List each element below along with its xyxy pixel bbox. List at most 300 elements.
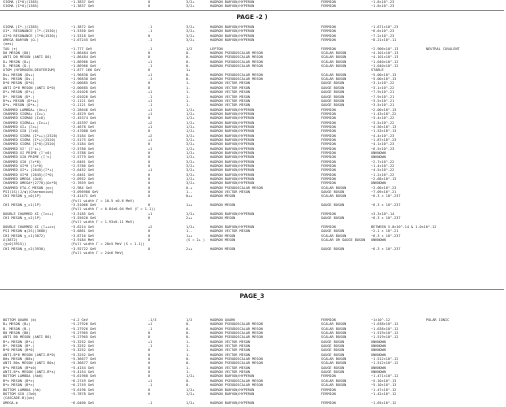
spin-cell: 1/2+ [186, 124, 195, 129]
mass-cell: ~6.2749 GeV [71, 383, 95, 388]
lifetime-cell: ~6.3 × 10^-237 [371, 246, 401, 251]
spin-cell: 1/2+ [186, 116, 195, 121]
charge-cell: 0 [148, 116, 151, 121]
mass-cell: ~1.86484 GeV [71, 51, 97, 56]
spin-cell: 0- [186, 77, 191, 82]
mass-cell: ~2.28646 GeV [71, 107, 97, 112]
statistics-cell: FERMION [321, 159, 336, 164]
charge-cell: -1 [148, 46, 153, 51]
statistics-cell: GAUGE BOSON [321, 246, 345, 251]
statistics-cell: SCALAR OR GAUGE BOSON [321, 237, 366, 242]
classification-cell: HADRON VECTOR MESON [210, 352, 251, 357]
mass-cell: (Full width Γ = 1.93±0.11 MeV) [71, 220, 135, 225]
mass-cell: ~5.3252 GeV [71, 348, 95, 353]
lifetime-cell: ~7.9×10^-21 [371, 90, 395, 95]
spin-cell: 2++ [186, 246, 193, 251]
particle-name-cell: PSI MESON ψ(2S)(3686) [3, 229, 48, 234]
page3-heading: PAGE_3 [239, 293, 265, 300]
statistics-cell: FERMION [321, 181, 336, 186]
lifetime-cell: ~4.1×10^-23 [371, 142, 395, 147]
particle-name-cell: ANTI B0s MESON (ANTI B0s) [3, 361, 56, 366]
lifetime-cell: ~3.5×10^-21 [371, 98, 395, 103]
spin-cell: 1/2+ [186, 111, 195, 116]
mass-cell: ~5.36677 GeV [71, 361, 97, 366]
spin-cell: 0- [186, 331, 191, 336]
statistics-cell: FERMION [321, 146, 336, 151]
charge-cell: -1 [148, 29, 153, 34]
charge-cell: -1 [148, 77, 153, 82]
particle-name-cell: CHARMED XI*0 (2645)(Ξ*0) [3, 172, 54, 177]
particle-name-cell: CHI MESON χ_c0(1P) [3, 194, 41, 199]
lifetime-cell: ~1.519×10^-12 [371, 331, 399, 336]
page2-heading: PAGE -2 ) [236, 14, 268, 21]
statistics-cell: FERMION [321, 211, 336, 216]
statistics-cell: GAUGE BOSON [321, 365, 345, 370]
classification-cell: HADRON VECTOR MESON [210, 365, 251, 370]
particle-name-cell: B*0 MESON (B*0) [3, 348, 35, 353]
statistics-cell: GAUGE BOSON [321, 103, 345, 108]
particle-name-cell: DOUBLE CHARMED XI (Ξ++cc) [3, 224, 56, 229]
particle-name-cell: CHARMED XI' (Ξ'c+) [3, 146, 41, 151]
particle-name-cell: CHARMED XI0 (Ξc*0) [3, 159, 41, 164]
statistics-cell: FERMION [321, 142, 336, 147]
lifetime-cell: UNKNOWN [371, 365, 386, 370]
charge-cell: +2 [148, 133, 153, 138]
statistics-cell: SCALAR BOSON [321, 194, 347, 199]
mass-cell: ~1.3837 GeV [71, 0, 95, 4]
statistics-cell: FERMION [321, 318, 336, 322]
classification-cell: HADRON VECTOR MESON [210, 344, 251, 349]
spin-cell: 1- [186, 90, 191, 95]
lifetime-cell: ~1.2×10^-22 [371, 172, 395, 177]
particle-name-cell: B*+ MESON (B*+) [3, 339, 35, 344]
charge-cell: 0 [148, 216, 151, 221]
lifetime-cell: ~1.512×10^-12 [371, 357, 399, 362]
charge-cell: +1 [148, 72, 153, 77]
lifetime-cell: ~2.906×10^-13 [371, 46, 399, 51]
lifetime-cell: STABLE [371, 68, 384, 73]
mass-cell: ~1.86966 GeV [71, 59, 97, 64]
particle-name-cell: CHARMED LAMBDA+ (Λc+) [3, 107, 48, 112]
lifetime-cell: ~1×10^-12 [371, 318, 390, 322]
statistics-cell: GAUGE BOSON [321, 203, 345, 208]
spin-cell: 3/2+ [186, 0, 195, 4]
mass-cell: ~2.47088 GeV [71, 129, 97, 134]
classification-cell: HADRON VECTOR MESON [210, 81, 251, 86]
mass-cell: ~1.67245 GeV [71, 38, 97, 43]
lifetime-cell: ~1.53×10^-13 [371, 129, 397, 134]
mass-cell: ~5.61960 GeV [71, 374, 97, 379]
mass-cell: ~5.3252 GeV [71, 352, 95, 357]
classification-cell: HADRON BARYON/HYPERON [210, 155, 255, 160]
statistics-cell: SCALAR BOSON [321, 378, 347, 383]
spin-cell: 1/2+ [186, 387, 195, 392]
classification-cell: HADRON BARYON/HYPERON [210, 211, 255, 216]
statistics-cell: FERMION [321, 150, 336, 155]
lifetime-cell: ~7.2×10^-23 [371, 33, 395, 38]
mass-cell: ~5.6196 GeV [71, 387, 95, 392]
mass-cell: ~2.01026 GeV [71, 94, 97, 99]
statistics-cell: SCALAR BOSON [321, 326, 347, 331]
mass-cell: ~1.96830 GeV [71, 77, 97, 82]
particle-name-cell: PSI(1S)(J/ψ)(Charmonium) [3, 190, 54, 195]
statistics-cell: SCALAR BOSON [321, 361, 347, 366]
spin-cell: 1- [186, 348, 191, 353]
particle-name-cell: CHARMED SIGMA (Σ*+)(2520) [3, 137, 56, 142]
spin-cell: 0- [186, 326, 191, 331]
charge-cell: 0 [148, 51, 151, 56]
charge-cell: +1 [148, 322, 153, 327]
classification-cell: HADRON BARYON/HYPERON [210, 29, 255, 34]
mass-cell: ~2.984 GeV [71, 185, 93, 190]
statistics-cell: GAUGE BOSON [321, 216, 345, 221]
spin-cell: 3/2+ [186, 25, 195, 29]
classification-cell: HADRON BARYON/HYPERON [210, 387, 255, 392]
lifetime-cell: UNKNOWN [371, 150, 386, 155]
classification-cell: HADRON BARYON/HYPERON [210, 150, 255, 155]
mass-cell: ~1.777 GeV [71, 46, 93, 51]
lifetime-cell: ~6.3 × 10^-237 [371, 233, 401, 238]
statistics-cell: GAUGE BOSON [321, 352, 345, 357]
classification-cell: HADRON BARYON/HYPERON [210, 25, 255, 29]
mass-cell: (Full width Γ = 24±6 MeV) [71, 250, 124, 255]
note-cell: NEUTRAL COVALENT [426, 46, 460, 51]
charge-cell: -1 [148, 64, 153, 69]
particle-name-cell: SIGMA (Σ*0)(1385) [3, 4, 39, 9]
statistics-cell: FERMION [321, 111, 336, 116]
particle-name-cell: ANTI D0 MESON (ANTI D0) [3, 55, 52, 60]
particle-name-cell: CHARMED SIGMA0 (Σc0) [3, 116, 46, 121]
charge-cell: -1 [148, 94, 153, 99]
classification-cell: HADRON BARYON/HYPERON [210, 107, 255, 112]
lifetime-cell: ~2.68×10^-13 [371, 177, 397, 182]
table-row [3, 251, 501, 255]
charge-cell: 0 [148, 370, 151, 375]
spin-cell: 3/2+ [186, 29, 195, 34]
mass-cell: ~2.6452 GeV [71, 168, 95, 173]
statistics-cell: SCALAR BOSON [321, 335, 347, 340]
mass-cell: ~1.96830 GeV [71, 72, 97, 77]
particle-name-cell: CHARMED XI PRIME (Ξ'c0) [3, 150, 52, 155]
lifetime-cell: UNKNOWN [371, 181, 386, 186]
mass-cell: ~2.6952 GeV [71, 177, 95, 182]
lifetime-cell: UNKNOWN [371, 370, 386, 375]
charge-cell: 0 [148, 142, 151, 147]
charge-cell: +1 [148, 146, 153, 151]
mass-cell: ~3.096900 GeV [71, 190, 99, 195]
lifetime-cell: ~1.638×10^-12 [371, 322, 399, 327]
mass-cell: ~5.27965 GeV [71, 331, 97, 336]
statistics-cell: SCALAR BOSON [321, 357, 347, 362]
lifetime-cell: ~7.09×10^-21 [371, 190, 397, 195]
classification-cell: HADRON BARYON/HYPERON [210, 146, 255, 151]
particle-name-cell: BOTTOM QUARK (b) [3, 318, 37, 322]
particle-name-cell: CHARMED OMEGA (Ωc0) [3, 177, 44, 182]
lifetime-cell: ~5.00×10^-13 [371, 72, 397, 77]
lifetime-cell: ~3.4×10^-22 [371, 116, 395, 121]
classification-cell: HADRON BARYON/HYPERON [210, 116, 255, 121]
statistics-cell: GAUGE BOSON [321, 370, 345, 375]
table-row [3, 401, 501, 405]
particle-name-cell: BOTTOM XI0 (Ξb0) [3, 391, 37, 396]
particle-name-cell: CHARMED XI+ (Ξc+) [3, 124, 39, 129]
lifetime-cell: ~1.8×10^-23 [371, 4, 395, 9]
particle-name-cell: CHI MESON χ_c2(1P) [3, 216, 41, 221]
particle-name-cell: CHARMED SIGMA++ (Σc++) [3, 120, 50, 125]
spin-cell: 1/2+ [186, 400, 195, 405]
statistics-cell: FERMION [321, 133, 336, 138]
statistics-cell: FERMION [321, 0, 336, 4]
classification-cell: HADRON PSEUDOSCALAR MESON [210, 72, 263, 77]
mass-cell: ~5.27965 GeV [71, 335, 97, 340]
mass-cell: ~2.5779 GeV [71, 155, 95, 160]
charge-cell: 0 [148, 181, 151, 186]
classification-cell: HADRON MESON [210, 237, 236, 242]
lifetime-cell: UNKNOWN [371, 155, 386, 160]
charge-cell: 0 [148, 335, 151, 340]
charge-cell: +1 [148, 107, 153, 112]
spin-cell: 1/2+ [186, 150, 195, 155]
lifetime-cell: ~1.638×10^-12 [371, 326, 399, 331]
particle-name-cell: Ds+ MESON (Ds+) [3, 72, 35, 77]
statistics-cell: GAUGE BOSON [321, 344, 345, 349]
statistics-cell: SCALAR BOSON [321, 383, 347, 388]
charge-cell: 0 [148, 185, 151, 190]
classification-cell: HADRON BARYON/HYPERON [210, 400, 255, 405]
lifetime-cell: ~2.06×10^-23 [371, 185, 397, 190]
particle-name-cell: (χc0(3915)) [3, 242, 27, 247]
statistics-cell: FERMION [321, 25, 336, 29]
spin-cell: 3/2+ [186, 159, 195, 164]
mass-cell: ~5.7878 GeV [71, 391, 95, 396]
mass-cell: (Full width Γ = 0.84±0.04 MeV (Γ = 1.1)) [71, 207, 156, 212]
charge-cell: 0 [148, 150, 151, 155]
statistics-cell: FERMION [321, 177, 336, 182]
charge-cell: +1 [148, 339, 153, 344]
classification-cell: HADRON PSEUDOSCALAR MESON [210, 361, 263, 366]
classification-cell: HADRON MESON [210, 203, 236, 208]
charge-cell: 0 [148, 177, 151, 182]
spin-cell: 1/2+ [186, 177, 195, 182]
statistics-cell: GAUGE BOSON [321, 339, 345, 344]
classification-cell: HADRON BARYON/HYPERON [210, 142, 255, 147]
mass-cell: ~2.5184 GeV [71, 142, 95, 147]
statistics-cell: GAUGE BOSON [321, 229, 345, 234]
mass-cell: ~2.01026 GeV [71, 90, 97, 95]
lifetime-cell: <3.3×10^-14 [371, 211, 395, 216]
spin-cell: 1/2+ [186, 120, 195, 125]
classification-cell: HADRON VECTOR MESON [210, 98, 251, 103]
spin-cell: 1++ [186, 233, 193, 238]
charge-cell: 0 [148, 81, 151, 86]
spin-cell: 1- [186, 85, 191, 90]
statistics-cell: SCALAR BOSON [321, 322, 347, 327]
lifetime-cell: ~1.671×10^-23 [371, 25, 399, 29]
spin-cell: 1- [186, 370, 191, 375]
spin-cell: 1/2+ [186, 155, 195, 160]
mass-cell: ~3.8716 GeV [71, 233, 95, 238]
lifetime-cell: ~7.9×10^-21 [371, 94, 395, 99]
particle-name-cell: (ees) [3, 42, 14, 47]
classification-cell: HADRON PSEUDOSCALAR MESON [210, 55, 263, 60]
lifetime-cell: ~2.00×10^-13 [371, 107, 397, 112]
spin-cell: 0- [186, 378, 191, 383]
lifetime-cell: ~2.7×10^-22 [371, 159, 395, 164]
particle-name-cell: OMEGA-b [3, 400, 18, 405]
charge-cell: 0 [148, 374, 151, 379]
mass-cell: ~3.6214 GeV [71, 224, 95, 229]
charge-cell: -1 [148, 326, 153, 331]
lifetime-cell: ~4.4×10^-23 [371, 133, 395, 138]
particle-name-cell: CHARMED ETA-C MESON (ηc) [3, 185, 54, 190]
classification-cell: HADRON BARYON/HYPERON [210, 181, 255, 186]
particle-name-cell: BOTTOM LAMBDA (Λb) [3, 387, 41, 392]
statistics-cell: FERMION [321, 46, 336, 51]
charge-cell: 0 [148, 55, 151, 60]
lifetime-cell: ~6.3 × 10^-237 [371, 194, 401, 199]
lifetime-cell: ~3.1×10^-22 [371, 81, 395, 86]
lifetime-cell: ~1.040×10^-12 [371, 64, 399, 69]
spin-cell: 1/2+ [186, 374, 195, 379]
particle-name-cell: OMEGA BARYON (Ω-) [3, 38, 39, 43]
lifetime-cell: ~4.101×10^-13 [371, 55, 399, 60]
mass-cell: ~2.5786 GeV [71, 164, 95, 168]
spin-cell: 0- [186, 51, 191, 56]
mass-cell: ~2.5780 GeV [71, 146, 95, 151]
statistics-cell: FERMION [321, 172, 336, 177]
lifetime-cell: ~6.5×10^-23 [371, 146, 395, 151]
charge-cell: 0 [148, 352, 151, 357]
mass-cell: ~3.51066 GeV [71, 203, 97, 208]
spin-cell: 1++ [186, 203, 193, 208]
classification-cell: HADRON BARYON/HYPERON [210, 111, 255, 116]
charge-cell: 0 [148, 172, 151, 177]
particle-name-cell: CHI MESON χ_c1(1P) [3, 203, 41, 208]
particle-name-cell: B0s MESON (B0s) [3, 357, 35, 362]
classification-cell: HADRON VECTOR MESON [210, 103, 251, 108]
spin-cell: 1/2+ [186, 211, 195, 216]
charge-cell: 0 [148, 361, 151, 366]
charge-cell: 0 [148, 348, 151, 353]
charge-cell: 0 [148, 237, 151, 242]
statistics-cell: FERMION [321, 168, 336, 173]
spin-cell: 3/2+ [186, 172, 195, 177]
charge-cell: -1 [148, 38, 153, 43]
mass-cell: ~1.86966 GeV [71, 64, 97, 69]
spin-cell: 1/2+ [186, 129, 195, 134]
mass-cell: ~2.6461 GeV [71, 159, 95, 164]
classification-cell: HADRON BARYON/HYPERON [210, 172, 255, 177]
spin-cell: 1/2+ [186, 146, 195, 151]
mass-cell: (Full width Γ = 20±5 MeV (S = 1.1)) [71, 242, 145, 247]
statistics-cell: FERMION [321, 391, 336, 396]
classification-cell: HADRON BARYON/HYPERON [210, 38, 255, 43]
mass-cell: ~2.7659 GeV [71, 181, 95, 186]
statistics-cell: GAUGE BOSON [321, 85, 345, 90]
mass-cell: ~1.86484 GeV [71, 55, 97, 60]
classification-cell: HADRON BARYON/HYPERON [210, 164, 255, 168]
classification-cell: HADRON PSEUDOSCALAR MESON [210, 335, 263, 340]
charge-cell: +1 [148, 211, 153, 216]
particle-name-cell: D*+ MESON (D*+) [3, 90, 35, 95]
charge-cell: +1 [148, 378, 153, 383]
classification-cell: HADRON BARYON/HYPERON [210, 168, 255, 173]
spin-cell: 3/2+ [186, 33, 195, 38]
charge-cell: -1/3 [148, 318, 157, 322]
spin-cell: 3/2+ [186, 164, 195, 168]
statistics-cell: FERMION [321, 29, 336, 34]
spin-cell: 3/2+ [186, 181, 195, 186]
mass-cell: ~3.92722 GeV [71, 246, 97, 251]
particle-name-cell: B*s MESON (B*s0) [3, 365, 37, 370]
charge-cell: 0 [148, 33, 151, 38]
classification-cell: HADRON BARYON/HYPERON [210, 391, 255, 396]
lifetime-cell: ~1.8×10^-23 [371, 0, 395, 4]
charge-cell: 0 [148, 365, 151, 370]
statistics-cell: SCALAR BOSON [321, 185, 347, 190]
charge-cell: 0 [148, 331, 151, 336]
mass-cell: ~2.5788 GeV [71, 150, 95, 155]
lifetime-cell: UNKNOWN [371, 237, 386, 242]
mass-cell: ~5.4154 GeV [71, 365, 95, 370]
charge-cell: 0 [148, 246, 151, 251]
charge-cell: 0 [148, 164, 151, 168]
classification-cell: HADRON PSEUDOSCALAR MESON [210, 185, 263, 190]
mass-cell: ~6.2749 GeV [71, 378, 95, 383]
mass-cell: ~2.1121 GeV [71, 98, 95, 103]
lifetime-cell: ~1.040×10^-12 [371, 59, 399, 64]
particle-name-cell: CHI MESON χ_c2(3930) [3, 246, 46, 251]
classification-cell: HADRON VECTOR MESON [210, 94, 251, 99]
spin-cell: 1- [186, 365, 191, 370]
spin-cell: 3/2+ [186, 38, 195, 43]
particle-name-cell: B*c MESON (B*c) [3, 383, 35, 388]
lifetime-cell: ~3.1×10^-22 [371, 85, 395, 90]
particle-name-cell: CHARMED SIGMA (Σ*++)(2520) [3, 133, 58, 138]
mass-cell: ~5.27926 GeV [71, 322, 97, 327]
statistics-cell: GAUGE BOSON [321, 90, 345, 95]
spin-cell: 3/2+ [186, 4, 195, 9]
statistics-cell: FERMION [321, 387, 336, 392]
top-table [3, 0, 501, 9]
particle-name-cell: B*c MESON (B*c) [3, 378, 35, 383]
charge-cell: +1 [148, 59, 153, 64]
particle-name-cell: B*- MESON (B*-) [3, 344, 35, 349]
charge-cell: -1 [148, 25, 153, 29]
particle-name-cell: BOTTOM LAMBDA (Λb0) [3, 374, 44, 379]
mass-cell: ~5.36677 GeV [71, 357, 97, 362]
lifetime-cell: BETWEEN 5.0×10^-14 & 1.0×10^-12 [371, 224, 437, 229]
classification-cell: HADRON BARYON/HYPERON [210, 159, 255, 164]
mass-cell: ~5.27926 GeV [71, 326, 97, 331]
mass-cell: ~1.3872 GeV [71, 25, 95, 29]
particle-name-cell: ANTI D*0 MESON (ANTI D*0) [3, 85, 56, 90]
classification-cell: HADRON BARYON/HYPERON [210, 120, 255, 125]
particle-name-cell: D- MESON (D-) [3, 64, 31, 69]
spin-cell: 1- [186, 103, 191, 108]
classification-cell: HADRON PSEUDOSCALAR MESON [210, 326, 263, 331]
spin-cell: 3/2+ [186, 133, 195, 138]
classification-cell: HADRON VECTOR MESON [210, 339, 251, 344]
classification-cell: HADRON BARYON/HYPERON [210, 4, 255, 9]
lifetime-cell: UNKNOWN [371, 339, 386, 344]
classification-cell: HADRON BARYON/HYPERON [210, 0, 255, 4]
charge-cell: 0 [148, 387, 151, 392]
mass-cell: ~1.5350 GeV [71, 29, 95, 34]
mass-cell: ~1.5318 GeV [71, 33, 95, 38]
spin-cell: 2++ [186, 216, 193, 221]
statistics-cell: SCALAR BOSON [321, 64, 347, 69]
